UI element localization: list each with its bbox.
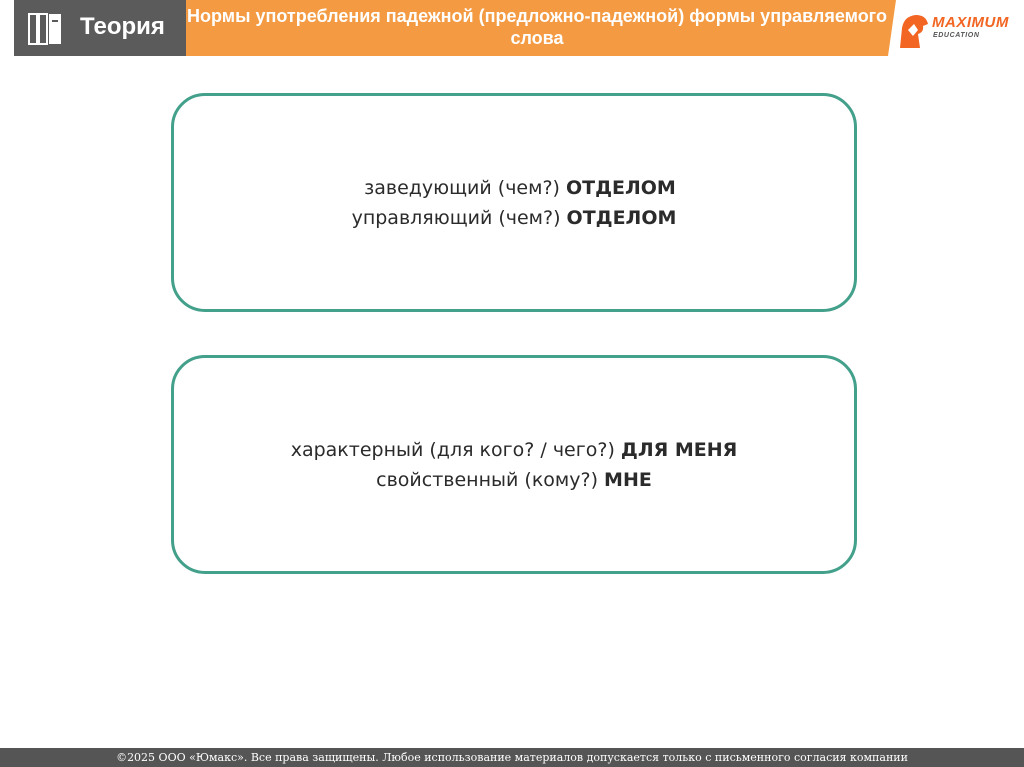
slide-body bbox=[0, 58, 1024, 748]
title-band bbox=[186, 0, 888, 56]
example-line: свойственный (кому?) МНЕ bbox=[376, 468, 652, 491]
logo-brand-text: MAXIMUM bbox=[932, 14, 1009, 31]
correct-form: ОТДЕЛОМ bbox=[565, 176, 676, 199]
mascot-icon bbox=[896, 12, 932, 52]
slide-header bbox=[0, 0, 1024, 58]
example-card bbox=[171, 93, 857, 312]
correct-form: ДЛЯ МЕНЯ bbox=[620, 438, 738, 461]
page-title: Нормы употребления падежной (предложно-падежной) формы управляемого слова bbox=[187, 6, 887, 48]
example-line: управляющий (чем?) ОТДЕЛОМ bbox=[351, 206, 677, 229]
example-line: заведующий (чем?) ОТДЕЛОМ bbox=[364, 176, 676, 199]
brand-logo bbox=[896, 12, 1020, 54]
section-badge bbox=[14, 0, 186, 56]
copyright-footer: ©2025 ООО «Юмакс». Все права защищены. Любое использование материалов допускается только с письменного согласия компании bbox=[0, 748, 1024, 767]
correct-form: МНЕ bbox=[604, 468, 652, 491]
logo-sub-text: EDUCATION bbox=[933, 32, 980, 39]
section-label: Теория bbox=[80, 13, 165, 40]
example-line: характерный (для кого? / чего?) ДЛЯ МЕНЯ bbox=[290, 438, 738, 461]
example-card bbox=[171, 355, 857, 574]
correct-form: ОТДЕЛОМ bbox=[566, 206, 677, 229]
book-icon bbox=[26, 10, 64, 48]
